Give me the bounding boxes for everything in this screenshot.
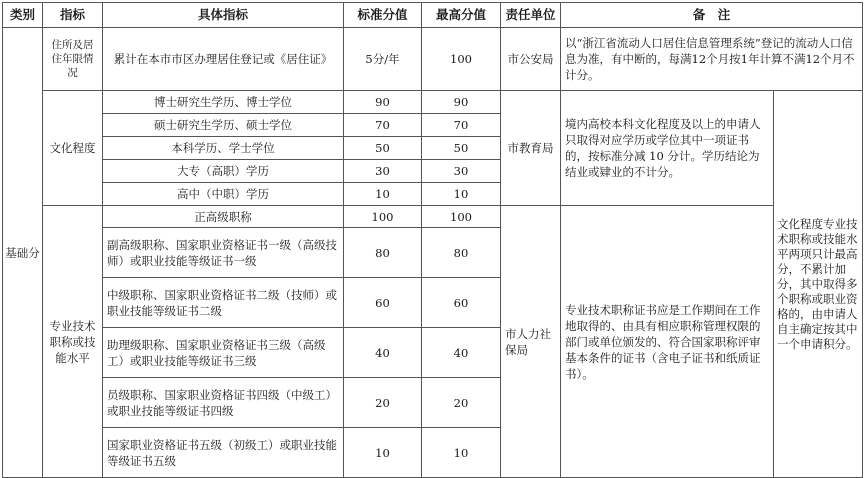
education-specific: 高中（中职）学历 bbox=[103, 183, 344, 206]
header-unit: 责任单位 bbox=[501, 3, 561, 28]
education-specific: 博士研究生学历、博士学位 bbox=[103, 91, 344, 114]
education-remark: 境内高校本科文化程度及以上的申请人只取得对应学历或学位其中一项证书的，按标准分减 10 分计。学历结论为结业或肄业的不计分。 bbox=[561, 91, 774, 206]
residence-remark: 以“浙江省流动人口居住信息管理系统”登记的流动人口信息为准，有中断的，每满12个月按1年计算不满12个月不计分。 bbox=[561, 28, 863, 91]
table-row bbox=[3, 28, 863, 91]
skills-specific: 正高级职称 bbox=[103, 206, 344, 228]
skills-standard: 40 bbox=[344, 328, 422, 378]
skills-specific: 副高级职称、国家职业资格证书一级（高级技师）或职业技能等级证书一级 bbox=[103, 228, 344, 278]
residence-unit: 市公安局 bbox=[501, 28, 561, 91]
table-row bbox=[3, 206, 863, 228]
skills-specific: 员级职称、国家职业资格证书四级（中级工）或职业技能等级证书四级 bbox=[103, 378, 344, 428]
education-specific: 硕士研究生学历、硕士学位 bbox=[103, 114, 344, 137]
header-indicator: 指标 bbox=[43, 3, 103, 28]
skills-unit: 市人力社保局 bbox=[501, 206, 561, 478]
education-max: 90 bbox=[422, 91, 501, 114]
residence-indicator: 住所及居住年限情况 bbox=[43, 28, 103, 91]
shared-remark: 文化程度专业技术职称或技能水平两项只计最高分，不累计加分，其中取得多个职称或职业资格的，由申请人自主确定按其中一个申请积分。 bbox=[774, 91, 863, 478]
education-standard: 90 bbox=[344, 91, 422, 114]
skills-standard: 10 bbox=[344, 428, 422, 478]
education-max: 10 bbox=[422, 183, 501, 206]
education-specific: 大专（高职）学历 bbox=[103, 160, 344, 183]
header-row bbox=[3, 3, 863, 28]
education-unit: 市教育局 bbox=[501, 91, 561, 206]
education-standard: 10 bbox=[344, 183, 422, 206]
education-specific: 本科学历、学士学位 bbox=[103, 137, 344, 160]
education-max: 30 bbox=[422, 160, 501, 183]
skills-specific: 中级职称、国家职业资格证书二级（技师）或职业技能等级证书二级 bbox=[103, 278, 344, 328]
education-max: 50 bbox=[422, 137, 501, 160]
skills-remark: 专业技术职称证书应是工作期间在工作地取得的、由具有相应职称管理权限的部门或单位颁发的、符合国家职称评审基本条件的证书（含电子证书和纸质证书）。 bbox=[561, 206, 774, 478]
skills-max: 10 bbox=[422, 428, 501, 478]
skills-standard: 100 bbox=[344, 206, 422, 228]
skills-max: 20 bbox=[422, 378, 501, 428]
header-standard: 标准分值 bbox=[344, 3, 422, 28]
education-standard: 50 bbox=[344, 137, 422, 160]
skills-standard: 80 bbox=[344, 228, 422, 278]
education-standard: 70 bbox=[344, 114, 422, 137]
skills-specific: 助理级职称、国家职业资格证书三级（高级工）或职业技能等级证书三级 bbox=[103, 328, 344, 378]
header-category: 类别 bbox=[3, 3, 43, 28]
header-remarks: 备 注 bbox=[561, 3, 863, 28]
education-standard: 30 bbox=[344, 160, 422, 183]
category-cell: 基础分 bbox=[3, 28, 43, 478]
skills-max: 40 bbox=[422, 328, 501, 378]
table-row bbox=[3, 91, 863, 114]
skills-standard: 20 bbox=[344, 378, 422, 428]
residence-specific: 累计在本市市区办理居住登记或《居住证》 bbox=[103, 28, 344, 91]
header-max: 最高分值 bbox=[422, 3, 501, 28]
skills-max: 80 bbox=[422, 228, 501, 278]
education-indicator: 文化程度 bbox=[43, 91, 103, 206]
residence-standard: 5分/年 bbox=[344, 28, 422, 91]
points-table bbox=[2, 2, 863, 478]
skills-standard: 60 bbox=[344, 278, 422, 328]
skills-indicator: 专业技术职称或技能水平 bbox=[43, 206, 103, 478]
skills-specific: 国家职业资格证书五级（初级工）或职业技能等级证书五级 bbox=[103, 428, 344, 478]
skills-max: 100 bbox=[422, 206, 501, 228]
residence-max: 100 bbox=[422, 28, 501, 91]
skills-max: 60 bbox=[422, 278, 501, 328]
education-max: 70 bbox=[422, 114, 501, 137]
header-specific: 具体指标 bbox=[103, 3, 344, 28]
